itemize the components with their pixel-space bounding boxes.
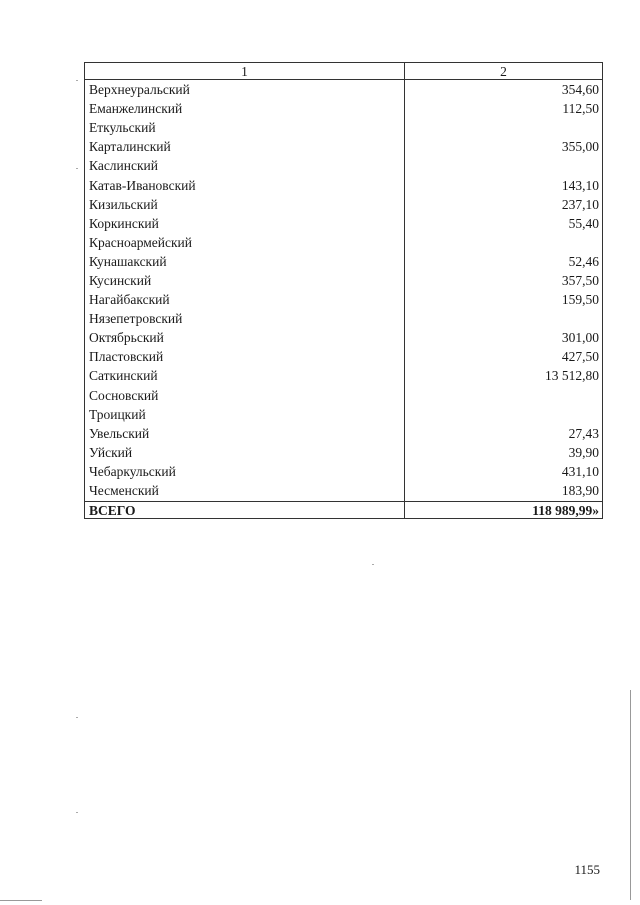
district-value: 431,10 bbox=[405, 462, 603, 481]
district-name: Коркинский bbox=[85, 214, 405, 233]
district-name: Чебаркульский bbox=[85, 462, 405, 481]
district-value bbox=[405, 405, 603, 424]
district-name: Катав-Ивановский bbox=[85, 175, 405, 194]
district-value: 427,50 bbox=[405, 347, 603, 366]
district-value: 357,50 bbox=[405, 271, 603, 290]
district-name: Карталинский bbox=[85, 137, 405, 156]
district-value bbox=[405, 233, 603, 252]
district-name: Кунашакский bbox=[85, 252, 405, 271]
total-row bbox=[85, 502, 603, 519]
district-value bbox=[405, 118, 603, 137]
district-value: 55,40 bbox=[405, 214, 603, 233]
district-name: Пластовский bbox=[85, 347, 405, 366]
table-row bbox=[85, 347, 603, 366]
district-name: Верхнеуральский bbox=[85, 80, 405, 100]
column-header-2: 2 bbox=[405, 63, 603, 80]
table-row bbox=[85, 118, 603, 137]
district-value bbox=[405, 309, 603, 328]
page-number: 1155 bbox=[574, 862, 600, 877]
table-row bbox=[85, 405, 603, 424]
total-label: ВСЕГО bbox=[85, 502, 405, 519]
district-name: Троицкий bbox=[85, 405, 405, 424]
district-name: Красноармейский bbox=[85, 233, 405, 252]
table-row bbox=[85, 366, 603, 385]
district-value bbox=[405, 386, 603, 405]
table-row bbox=[85, 252, 603, 271]
district-name: Каслинский bbox=[85, 156, 405, 175]
table-row bbox=[85, 233, 603, 252]
district-name: Нагайбакский bbox=[85, 290, 405, 309]
table-row bbox=[85, 290, 603, 309]
district-value: 27,43 bbox=[405, 424, 603, 443]
table-row bbox=[85, 328, 603, 347]
table-row bbox=[85, 386, 603, 405]
district-name: Нязепетровский bbox=[85, 309, 405, 328]
scan-speck bbox=[76, 812, 78, 813]
district-value: 39,90 bbox=[405, 443, 603, 462]
table-row bbox=[85, 271, 603, 290]
district-name: Чесменский bbox=[85, 481, 405, 502]
scan-speck bbox=[76, 168, 78, 169]
table-row bbox=[85, 195, 603, 214]
district-value: 354,60 bbox=[405, 80, 603, 100]
district-value: 355,00 bbox=[405, 137, 603, 156]
scan-edge-line bbox=[0, 900, 42, 901]
district-name: Уйский bbox=[85, 443, 405, 462]
table-row bbox=[85, 443, 603, 462]
district-name: Кизильский bbox=[85, 195, 405, 214]
district-name: Кусинский bbox=[85, 271, 405, 290]
district-value: 52,46 bbox=[405, 252, 603, 271]
district-value: 112,50 bbox=[405, 99, 603, 118]
table-row bbox=[85, 137, 603, 156]
district-name: Еманжелинский bbox=[85, 99, 405, 118]
column-header-1: 1 bbox=[85, 63, 405, 80]
district-value: 183,90 bbox=[405, 481, 603, 502]
total-value: 118 989,99» bbox=[405, 502, 603, 519]
scan-speck bbox=[372, 564, 374, 565]
table-row bbox=[85, 214, 603, 233]
data-table bbox=[84, 62, 603, 519]
district-value: 301,00 bbox=[405, 328, 603, 347]
district-value bbox=[405, 156, 603, 175]
header-row bbox=[85, 63, 603, 80]
scan-speck bbox=[76, 717, 78, 718]
district-name: Увельский bbox=[85, 424, 405, 443]
district-name: Сосновский bbox=[85, 386, 405, 405]
table-body bbox=[85, 80, 603, 502]
district-value: 143,10 bbox=[405, 175, 603, 194]
table-row bbox=[85, 99, 603, 118]
table-row bbox=[85, 462, 603, 481]
table-row bbox=[85, 175, 603, 194]
district-name: Еткульский bbox=[85, 118, 405, 137]
district-value: 237,10 bbox=[405, 195, 603, 214]
table-row bbox=[85, 156, 603, 175]
district-value: 13 512,80 bbox=[405, 366, 603, 385]
table-row bbox=[85, 481, 603, 502]
district-value: 159,50 bbox=[405, 290, 603, 309]
district-name: Саткинский bbox=[85, 366, 405, 385]
table-row bbox=[85, 80, 603, 100]
scan-edge-line bbox=[630, 690, 631, 900]
table-row bbox=[85, 424, 603, 443]
table-row bbox=[85, 309, 603, 328]
scan-speck bbox=[76, 80, 78, 81]
district-name: Октябрьский bbox=[85, 328, 405, 347]
